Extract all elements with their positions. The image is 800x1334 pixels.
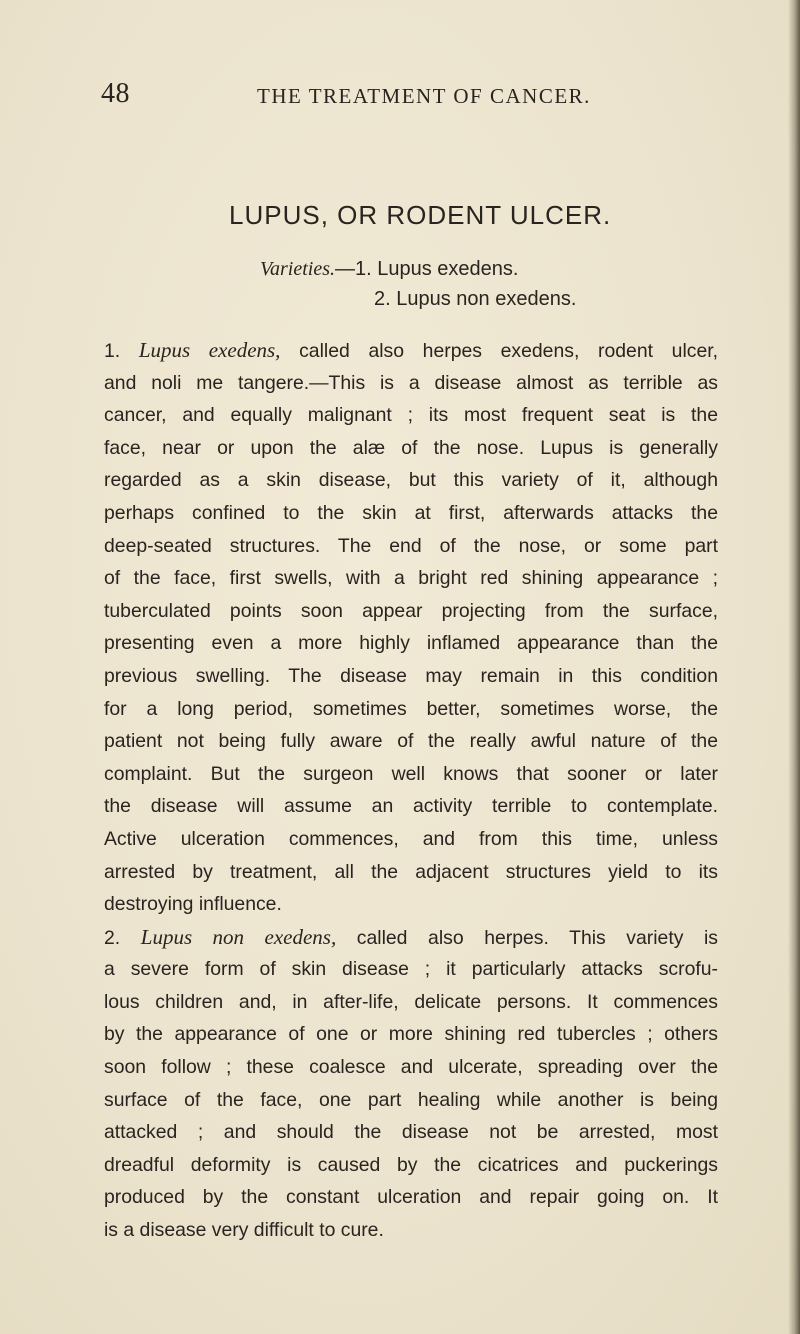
paragraph-2-line: produced by the constant ulceration and repair going on. It xyxy=(104,1186,718,1209)
paragraph-2-term: Lupus non exedens, xyxy=(140,924,337,949)
body-text xyxy=(104,334,718,1247)
paragraph-2-number: 2. xyxy=(104,926,141,949)
paragraph-1-line: and noli me tangere.—This is a disease almost as terrible as xyxy=(104,371,718,394)
paragraph-2-line: attacked ; and should the disease not be arrested, most xyxy=(104,1121,718,1144)
paragraph-1-line: Active ulceration commences, and from this time, unless xyxy=(104,827,718,850)
paragraph-2-line: surface of the face, one part healing while another is being xyxy=(104,1088,718,1111)
varieties-list xyxy=(260,254,576,314)
paragraph-2-line: a severe form of skin disease ; it particularly attacks scrofu- xyxy=(104,958,718,981)
paragraph-1-line: presenting even a more highly inflamed appearance than the xyxy=(104,632,718,655)
paragraph-1-line: patient not being fully aware of the really awful nature of the xyxy=(104,730,718,753)
page-edge-shadow xyxy=(788,0,800,1334)
paragraph-1-line: of the face, first swells, with a bright red shining appearance ; xyxy=(104,567,718,590)
paragraph-1-line: previous swelling. The disease may remain in this condition xyxy=(104,664,718,687)
paragraph-1-line: regarded as a skin disease, but this variety of it, although xyxy=(104,469,718,492)
paragraph-2-line: soon follow ; these coalesce and ulcerate, spreading over the xyxy=(104,1056,718,1079)
paragraph-2-line: is a disease very difficult to cure. xyxy=(104,1219,384,1242)
running-head xyxy=(101,78,741,118)
paragraph-1-line: arrested by treatment, all the adjacent structures yield to its xyxy=(104,860,718,883)
page-number: 48 xyxy=(101,78,130,109)
paragraph-1-line: for a long period, sometimes better, sometimes worse, the xyxy=(104,697,718,720)
variety-item-2 xyxy=(260,284,576,314)
paragraph-1-line: deep-seated structures. The end of the nose, or some part xyxy=(104,534,718,557)
paragraph-1-term: Lupus exedens, xyxy=(138,338,281,362)
paragraph-1-line: destroying influence. xyxy=(104,893,282,916)
paragraph-1-line: perhaps confined to the skin at first, afterwards attacks the xyxy=(104,501,718,524)
paragraph-2-line: by the appearance of one or more shining red tubercles ; others xyxy=(104,1023,718,1046)
paragraph-1-line: 1. Lupus exedens, called also herpes exedens, rodent ulcer, xyxy=(104,338,718,362)
paragraph-2-line: lous children and, in after-life, delicate persons. It commences xyxy=(104,990,718,1013)
paragraph-2-line: 2. Lupus non exedens, called also herpes. This variety is xyxy=(104,924,719,949)
variety-1-text: —1. Lupus exedens. xyxy=(335,258,519,280)
paragraph-2-line: dreadful deformity is caused by the cicatrices and puckerings xyxy=(104,1153,718,1176)
varieties-label: Varieties. xyxy=(260,258,335,280)
variety-item-1 xyxy=(260,254,576,284)
paragraph-1-line: cancer, and equally malignant ; its most frequent seat is the xyxy=(104,404,718,427)
chapter-title: LUPUS, OR RODENT ULCER. xyxy=(229,200,612,230)
paragraph-1-number: 1. xyxy=(104,340,139,362)
paragraph-1-line: the disease will assume an activity terrible to contemplate. xyxy=(104,795,718,818)
paragraph-1-line: tuberculated points soon appear projecting from the surface, xyxy=(104,599,718,622)
running-title: THE TREATMENT OF CANCER. xyxy=(257,84,591,108)
variety-2-text: 2. Lupus non exedens. xyxy=(374,288,577,310)
paragraph-1-line: face, near or upon the alæ of the nose. Lupus is generally xyxy=(104,436,718,459)
paragraph-1-line: complaint. But the surgeon well knows that sooner or later xyxy=(104,762,718,785)
